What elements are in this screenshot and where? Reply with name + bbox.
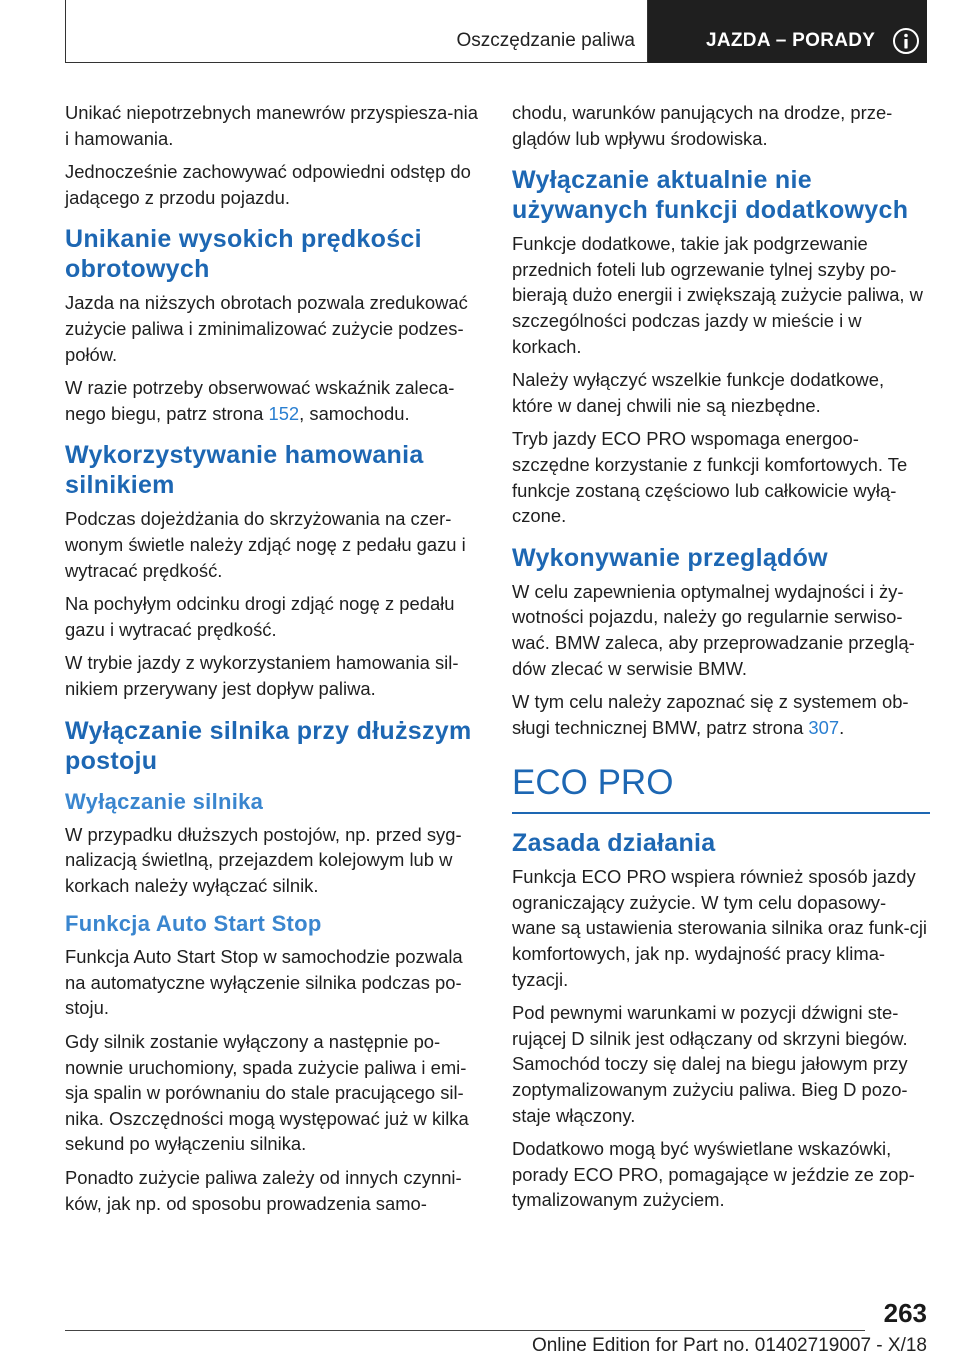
- section-heading-additional-functions: Wyłączanie aktualnie nie używanych funkcji dodatkowych: [512, 166, 909, 225]
- footer-divider: [65, 1330, 865, 1331]
- page-header: [0, 0, 960, 68]
- section-heading-service: Wykonywanie przeglądów: [512, 543, 828, 572]
- paragraph-text: , samochodu.: [299, 402, 410, 424]
- paragraph: W celu zapewnienia optymalnej wydajności i ży-wotności pojazdu, należy go regularnie serwiso-wać. BMW zaleca, aby przeprowadzanie przeglą-dów zlecać w serwisie BMW.: [512, 580, 915, 679]
- info-icon: [892, 27, 920, 55]
- paragraph: Pod pewnymi warunkami w pozycji dźwigni ste-rującej D silnik jest odłączany od skrzyni biegów. Samochód toczy się dalej na biegu jałowym przy zoptymalizowanym zużyciu paliwa. Bieg D pozo-staje włączony.: [512, 1002, 908, 1126]
- paragraph: Ponadto zużycie paliwa zależy od innych czynni-ków, jak np. od sposobu prowadzenia samo-: [65, 1167, 462, 1214]
- paragraph: Funkcja ECO PRO wspiera również sposób jazdy ograniczający zużycie. W tym celu dopasowy-wane są ustawienia sterowania silnika oraz funk-cji komfortowych, jak np. wydajność pracy klima-tyzacji.: [512, 866, 928, 990]
- chapter-heading-eco-pro: ECO PRO: [512, 762, 930, 814]
- header-section-box: [648, 0, 927, 63]
- paragraph: Tryb jazdy ECO PRO wspomaga energoo-szczędne korzystanie z funkcji komfortowych. Te funkcje zostaną częściowo lub całkowicie wyłą-czone.: [512, 428, 908, 527]
- paragraph: Funkcje dodatkowe, takie jak podgrzewanie przednich foteli lub ogrzewanie tylnej szyby po-bierają dużo energii i zwiększają zużycie paliwa, w szczególności podczas jazdy w mieście i w korkach.: [512, 233, 923, 357]
- page-link-152[interactable]: 152: [268, 402, 300, 424]
- paragraph: W przypadku dłuższych postojów, np. przed syg-nalizacją świetlną, przejazdem kolejowym lub w korkach należy wyłączać silnik.: [65, 823, 462, 896]
- paragraph: Podczas dojeżdżania do skrzyżowania na czer-wonym świetle należy zdjąć nogę z pedału gazu i wytracać prędkość.: [65, 508, 466, 581]
- page-link-307[interactable]: 307: [808, 716, 840, 738]
- subsection-heading-engine-off: Wyłączanie silnika: [65, 788, 264, 814]
- section-heading-engine-braking: Wykorzystywanie hamowania silnikiem: [65, 441, 424, 500]
- paragraph-text: W tym celu należy zapoznać się z systemem ob-sługi technicznej BMW, patrz strona: [512, 691, 909, 738]
- paragraph: Funkcja Auto Start Stop w samochodzie pozwala na automatyczne wyłączenie silnika podczas po-stoju.: [65, 946, 463, 1019]
- paragraph: Dodatkowo mogą być wyświetlane wskazówki, porady ECO PRO, pomagające w jeździe ze zop-tymalizowanym zużyciem.: [512, 1138, 915, 1211]
- paragraph: Należy wyłączyć wszelkie funkcje dodatkowe, które w danej chwili nie są niezbędne.: [512, 369, 885, 416]
- paragraph: Gdy silnik zostanie wyłączony a następnie po-nownie uruchomiony, spada zużycie paliwa i emi-sja spalin w porównaniu do stale pracującego sil-nika. Oszczędności mogą występować już w kilka sekund po wyłączeniu silnika.: [65, 1031, 469, 1155]
- paragraph: Na pochyłym odcinku drogi zdjąć nogę z pedału gazu i wytracać prędkość.: [65, 593, 455, 640]
- header-subtitle: Oszczędzanie paliwa: [456, 30, 635, 51]
- section-heading-principle: Zasada działania: [512, 829, 716, 858]
- section-heading-long-stop: Wyłączanie silnika przy dłuższym postoju: [65, 716, 472, 775]
- paragraph-text: W razie potrzeby obserwować wskaźnik zaleca-nego biegu, patrz strona: [65, 377, 455, 424]
- paragraph-service-system: [512, 689, 930, 740]
- section-heading-rpm: Unikanie wysokich prędkości obrotowych: [65, 225, 422, 284]
- paragraph-gear-indicator: [65, 375, 483, 426]
- right-column: [512, 100, 930, 1221]
- subsection-heading-auto-start-stop: Funkcja Auto Start Stop: [65, 911, 322, 937]
- paragraph: W trybie jazdy z wykorzystaniem hamowania sil-nikiem przerywany jest dopływ paliwa.: [65, 652, 459, 699]
- paragraph-text: .: [839, 716, 845, 738]
- paragraph: Jazda na niższych obrotach pozwala zredukować zużycie paliwa i zminimalizować zużycie podzes-połów.: [65, 292, 468, 365]
- page-number: 263: [883, 1298, 927, 1328]
- left-column: [65, 100, 483, 1224]
- paragraph: Unikać niepotrzebnych manewrów przyspiesza-nia i hamowania.: [65, 102, 478, 149]
- header-section-title: JAZDA – PORADY: [706, 30, 876, 51]
- footer-edition-text: Online Edition for Part no. 01402719007 - X/18: [531, 1335, 927, 1356]
- paragraph: chodu, warunków panujących na drodze, prze-glądów lub wpływu środowiska.: [512, 102, 893, 149]
- paragraph: Jednocześnie zachowywać odpowiedni odstęp do jadącego z przodu pojazdu.: [65, 161, 471, 208]
- header-title-box: [65, 0, 648, 63]
